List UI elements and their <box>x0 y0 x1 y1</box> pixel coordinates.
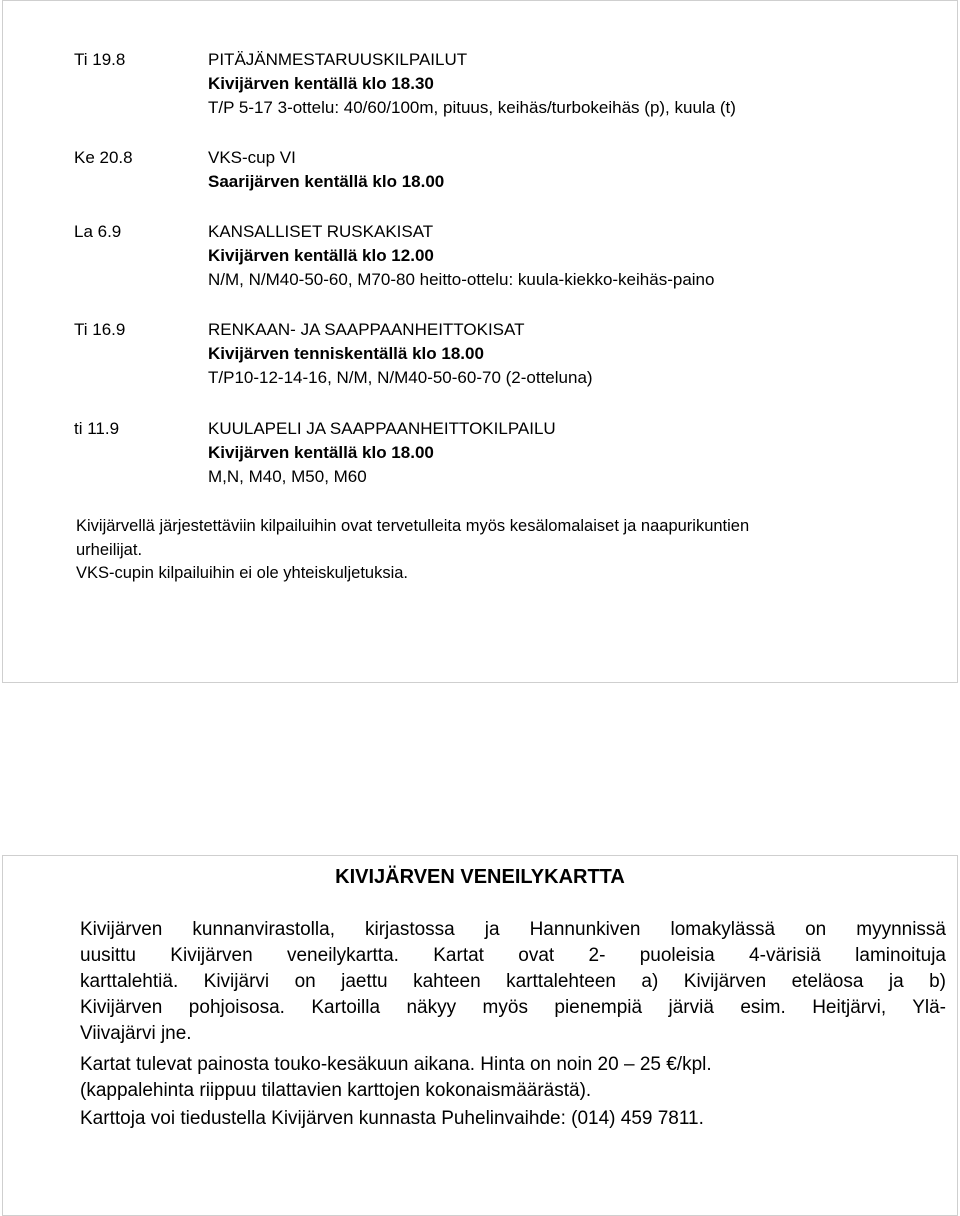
map-heading: KIVIJÄRVEN VENEILYKARTTA <box>335 866 625 888</box>
note-line: VKS-cupin kilpailuihin ei ole yhteiskuljetuksia. <box>76 564 409 582</box>
event-title: VKS-cup VI <box>208 148 296 167</box>
event-venue: Kivijärven kentällä klo 18.30 <box>208 74 434 93</box>
event-detail: T/P 5-17 3-ottelu: 40/60/100m, pituus, keihäs/turbokeihäs (p), kuula (t) <box>208 98 736 117</box>
event-date: La 6.9 <box>74 222 122 241</box>
event-body <box>208 318 940 390</box>
event-venue: Saarijärven kentällä klo 18.00 <box>208 172 445 191</box>
map-line: (kappalehinta riippuu tilattavien karttojen kokonaismäärästä). <box>80 1080 592 1101</box>
note-line: urheilijat. <box>76 540 143 559</box>
event-venue: Kivijärven tenniskentällä klo 18.00 <box>208 344 484 363</box>
map-paragraph-3 <box>80 1106 946 1132</box>
map-line: Kivijärven kunnanvirastolla, kirjastossa ja Hannunkiven lomakylässä on myynnissä <box>80 919 946 940</box>
event-detail: M,N, M40, M50, M60 <box>208 467 367 486</box>
map-paragraph-1 <box>80 917 946 1047</box>
map-line: Kivijärven pohjoisosa. Kartoilla näkyy myös pienempiä järviä esim. Heitjärvi, Ylä- <box>80 997 946 1018</box>
events-notes <box>76 515 876 586</box>
map-paragraph-2 <box>80 1052 946 1104</box>
note-line: Kivijärvellä järjestettäviin kilpailuihin ovat tervetulleita myös kesälomalaiset ja naapurikuntien <box>76 517 750 535</box>
event-title: KANSALLISET RUSKAKISAT <box>208 222 434 241</box>
event-detail: T/P10-12-14-16, N/M, N/M40-50-60-70 (2-otteluna) <box>208 368 593 387</box>
event-date: Ti 16.9 <box>74 320 126 339</box>
map-line: Karttoja voi tiedustella Kivijärven kunnasta Puhelinvaihde: (014) 459 7811. <box>80 1108 704 1129</box>
event-body <box>208 146 940 194</box>
event-date: Ti 19.8 <box>74 50 126 69</box>
map-line: Kartat tulevat painosta touko-kesäkuun aikana. Hinta on noin 20 – 25 €/kpl. <box>80 1054 712 1075</box>
event-date: Ke 20.8 <box>74 148 133 167</box>
event-date: ti 11.9 <box>74 419 120 438</box>
event-venue: Kivijärven kentällä klo 12.00 <box>208 246 434 265</box>
event-detail: N/M, N/M40-50-60, M70-80 heitto-ottelu: kuula-kiekko-keihäs-paino <box>208 270 715 289</box>
event-body <box>208 220 940 292</box>
map-line: Viivajärvi jne. <box>80 1023 192 1044</box>
event-body <box>208 417 940 489</box>
map-line: karttalehtiä. Kivijärvi on jaettu kahteen karttalehteen a) Kivijärven eteläosa ja b) <box>80 971 946 992</box>
event-body <box>208 48 940 120</box>
event-title: PITÄJÄNMESTARUUSKILPAILUT <box>208 50 468 69</box>
event-title: KUULAPELI JA SAAPPAANHEITTOKILPAILU <box>208 419 556 438</box>
event-title: RENKAAN- JA SAAPPAANHEITTOKISAT <box>208 320 525 339</box>
event-venue: Kivijärven kentällä klo 18.00 <box>208 443 434 462</box>
map-line: uusittu Kivijärven veneilykartta. Kartat ovat 2- puoleisia 4-värisiä laminoituja <box>80 945 946 966</box>
